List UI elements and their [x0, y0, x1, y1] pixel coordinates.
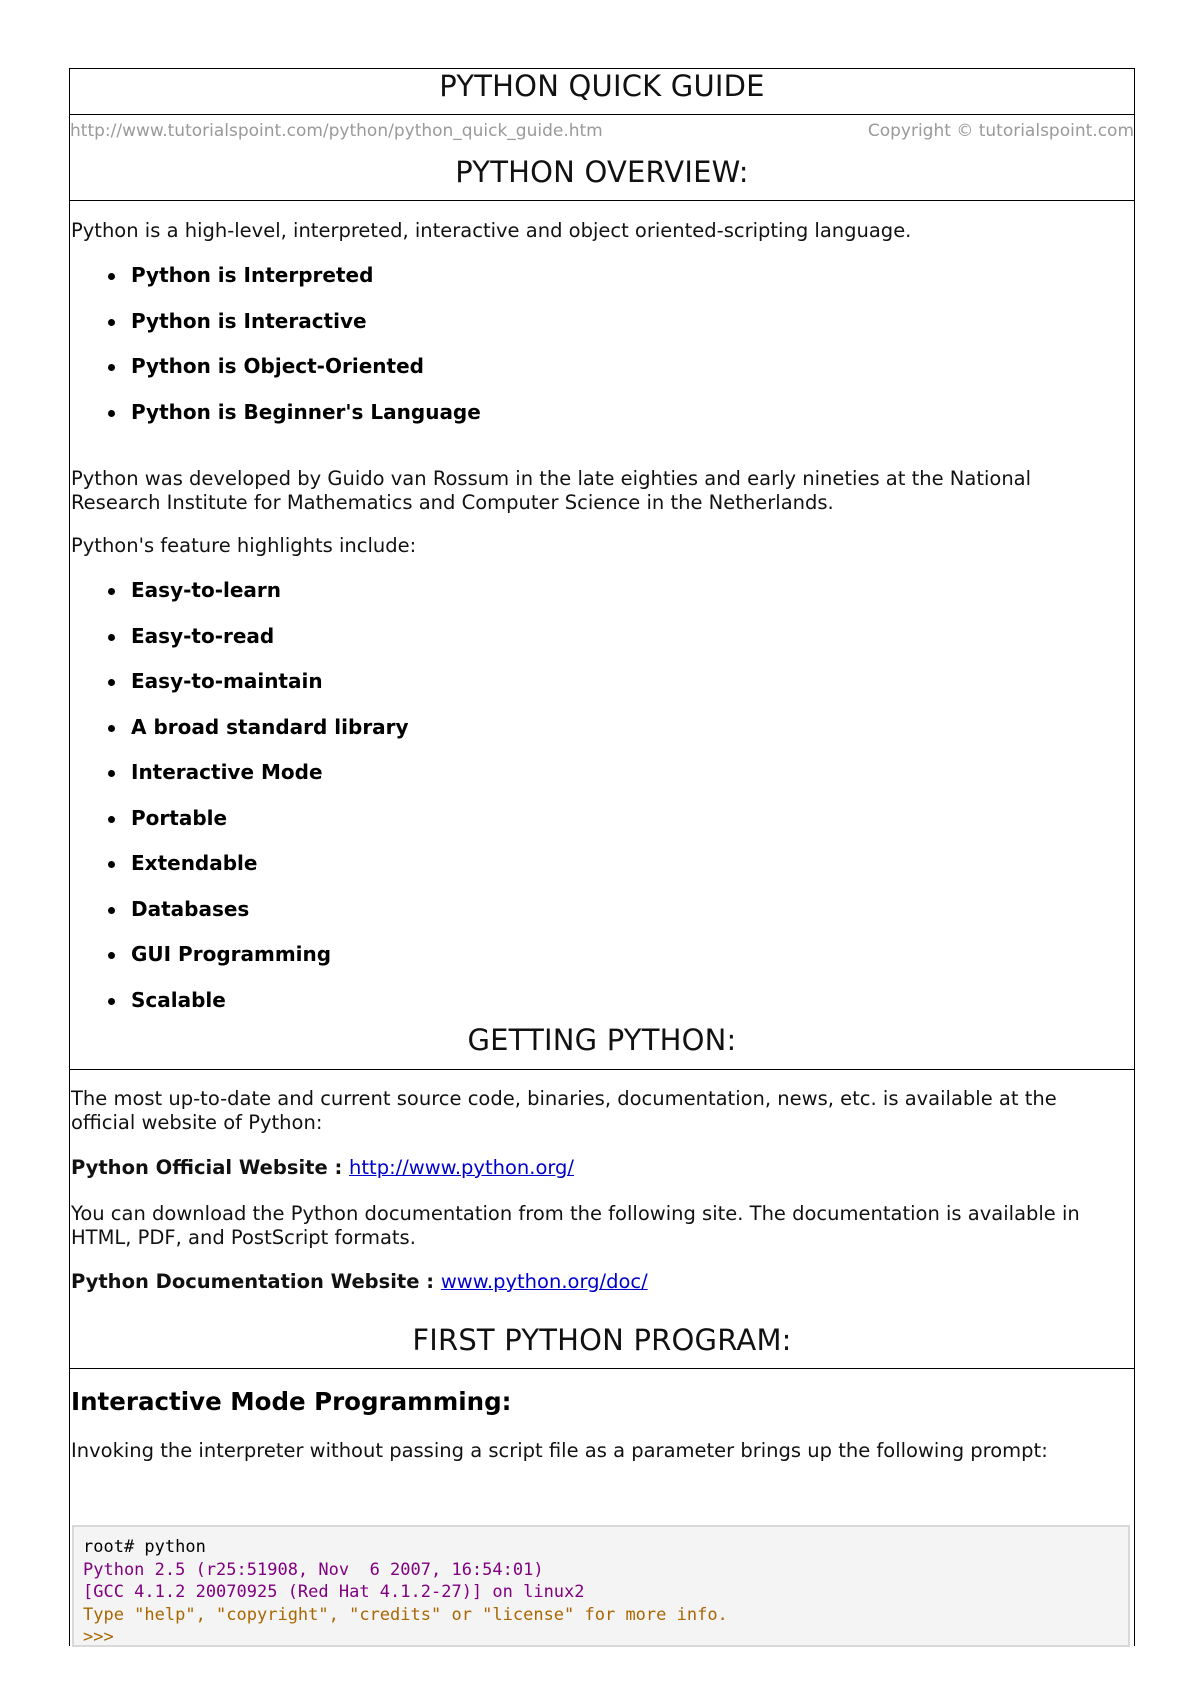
code-block	[72, 1525, 1130, 1647]
overview-history: Python was developed by Guido van Rossum in the late eighties and early nineties at the National Research Institute for Mathematics and Computer Science in the Netherlands.	[71, 467, 1032, 514]
heading-getting-python: GETTING PYTHON:	[467, 1023, 737, 1057]
list-item: Python is Beginner's Language	[70, 400, 1134, 446]
divider	[70, 1069, 1134, 1070]
heading-overview: PYTHON OVERVIEW:	[455, 155, 749, 189]
divider	[70, 200, 1134, 201]
list-item: GUI Programming	[70, 942, 1134, 988]
features-intro: Python's feature highlights include:	[71, 534, 417, 557]
code-line-3: [GCC 4.1.2 20070925 (Red Hat 4.1.2-27)] on linux2	[83, 1582, 585, 1602]
heading-first-program: FIRST PYTHON PROGRAM:	[412, 1323, 792, 1357]
documentation-website-line	[71, 1270, 1120, 1294]
list-item: Python is Interactive	[70, 309, 1134, 355]
documentation-website-link[interactable]: www.python.org/doc/	[440, 1270, 648, 1293]
list-item: A broad standard library	[70, 715, 1134, 761]
list-item: Extendable	[70, 851, 1134, 897]
page-title: PYTHON QUICK GUIDE	[439, 69, 765, 103]
getting-intro: The most up-to-date and current source code, binaries, documentation, news, etc. is available at the official website of Python:	[71, 1087, 1057, 1134]
list-item: Easy-to-read	[70, 624, 1134, 670]
overview-intro: Python is a high-level, interpreted, interactive and object oriented-scripting language.	[71, 219, 912, 242]
list-item: Portable	[70, 806, 1134, 852]
official-website-label: Python Official Website :	[71, 1156, 350, 1179]
subheading-interactive-mode: Interactive Mode Programming:	[71, 1387, 512, 1416]
code-line-4: Type "help", "copyright", "credits" or "license" for more info.	[83, 1604, 728, 1625]
list-item: Databases	[70, 897, 1134, 943]
list-item: Scalable	[70, 988, 1134, 1034]
copyright-notice: Copyright © tutorialspoint.com	[867, 121, 1134, 141]
interactive-intro: Invoking the interpreter without passing a script file as a parameter brings up the following prompt:	[71, 1439, 1048, 1462]
documentation-text: You can download the Python documentation from the following site. The documentation is available in HTML, PDF, and PostScript formats.	[71, 1202, 1080, 1249]
official-website-link[interactable]: http://www.python.org/	[349, 1156, 575, 1179]
code-line-1: root# python	[83, 1537, 206, 1557]
overview-bullet-list	[70, 263, 1134, 445]
features-list	[70, 578, 1134, 1033]
source-row	[70, 121, 1134, 151]
divider	[70, 1368, 1134, 1369]
list-item: Python is Object-Oriented	[70, 354, 1134, 400]
list-item: Python is Interpreted	[70, 263, 1134, 309]
divider	[70, 114, 1134, 115]
source-url: http://www.tutorialspoint.com/python/python_quick_guide.htm	[70, 121, 603, 141]
official-website-line	[71, 1156, 1120, 1180]
list-item: Easy-to-learn	[70, 578, 1134, 624]
code-line-5: >>>	[83, 1627, 114, 1647]
list-item: Interactive Mode	[70, 760, 1134, 806]
list-item: Easy-to-maintain	[70, 669, 1134, 715]
document-page	[69, 68, 1135, 1646]
documentation-website-label: Python Documentation Website :	[71, 1270, 441, 1293]
code-line-2: Python 2.5 (r25:51908, Nov 6 2007, 16:54:01)	[83, 1559, 544, 1580]
